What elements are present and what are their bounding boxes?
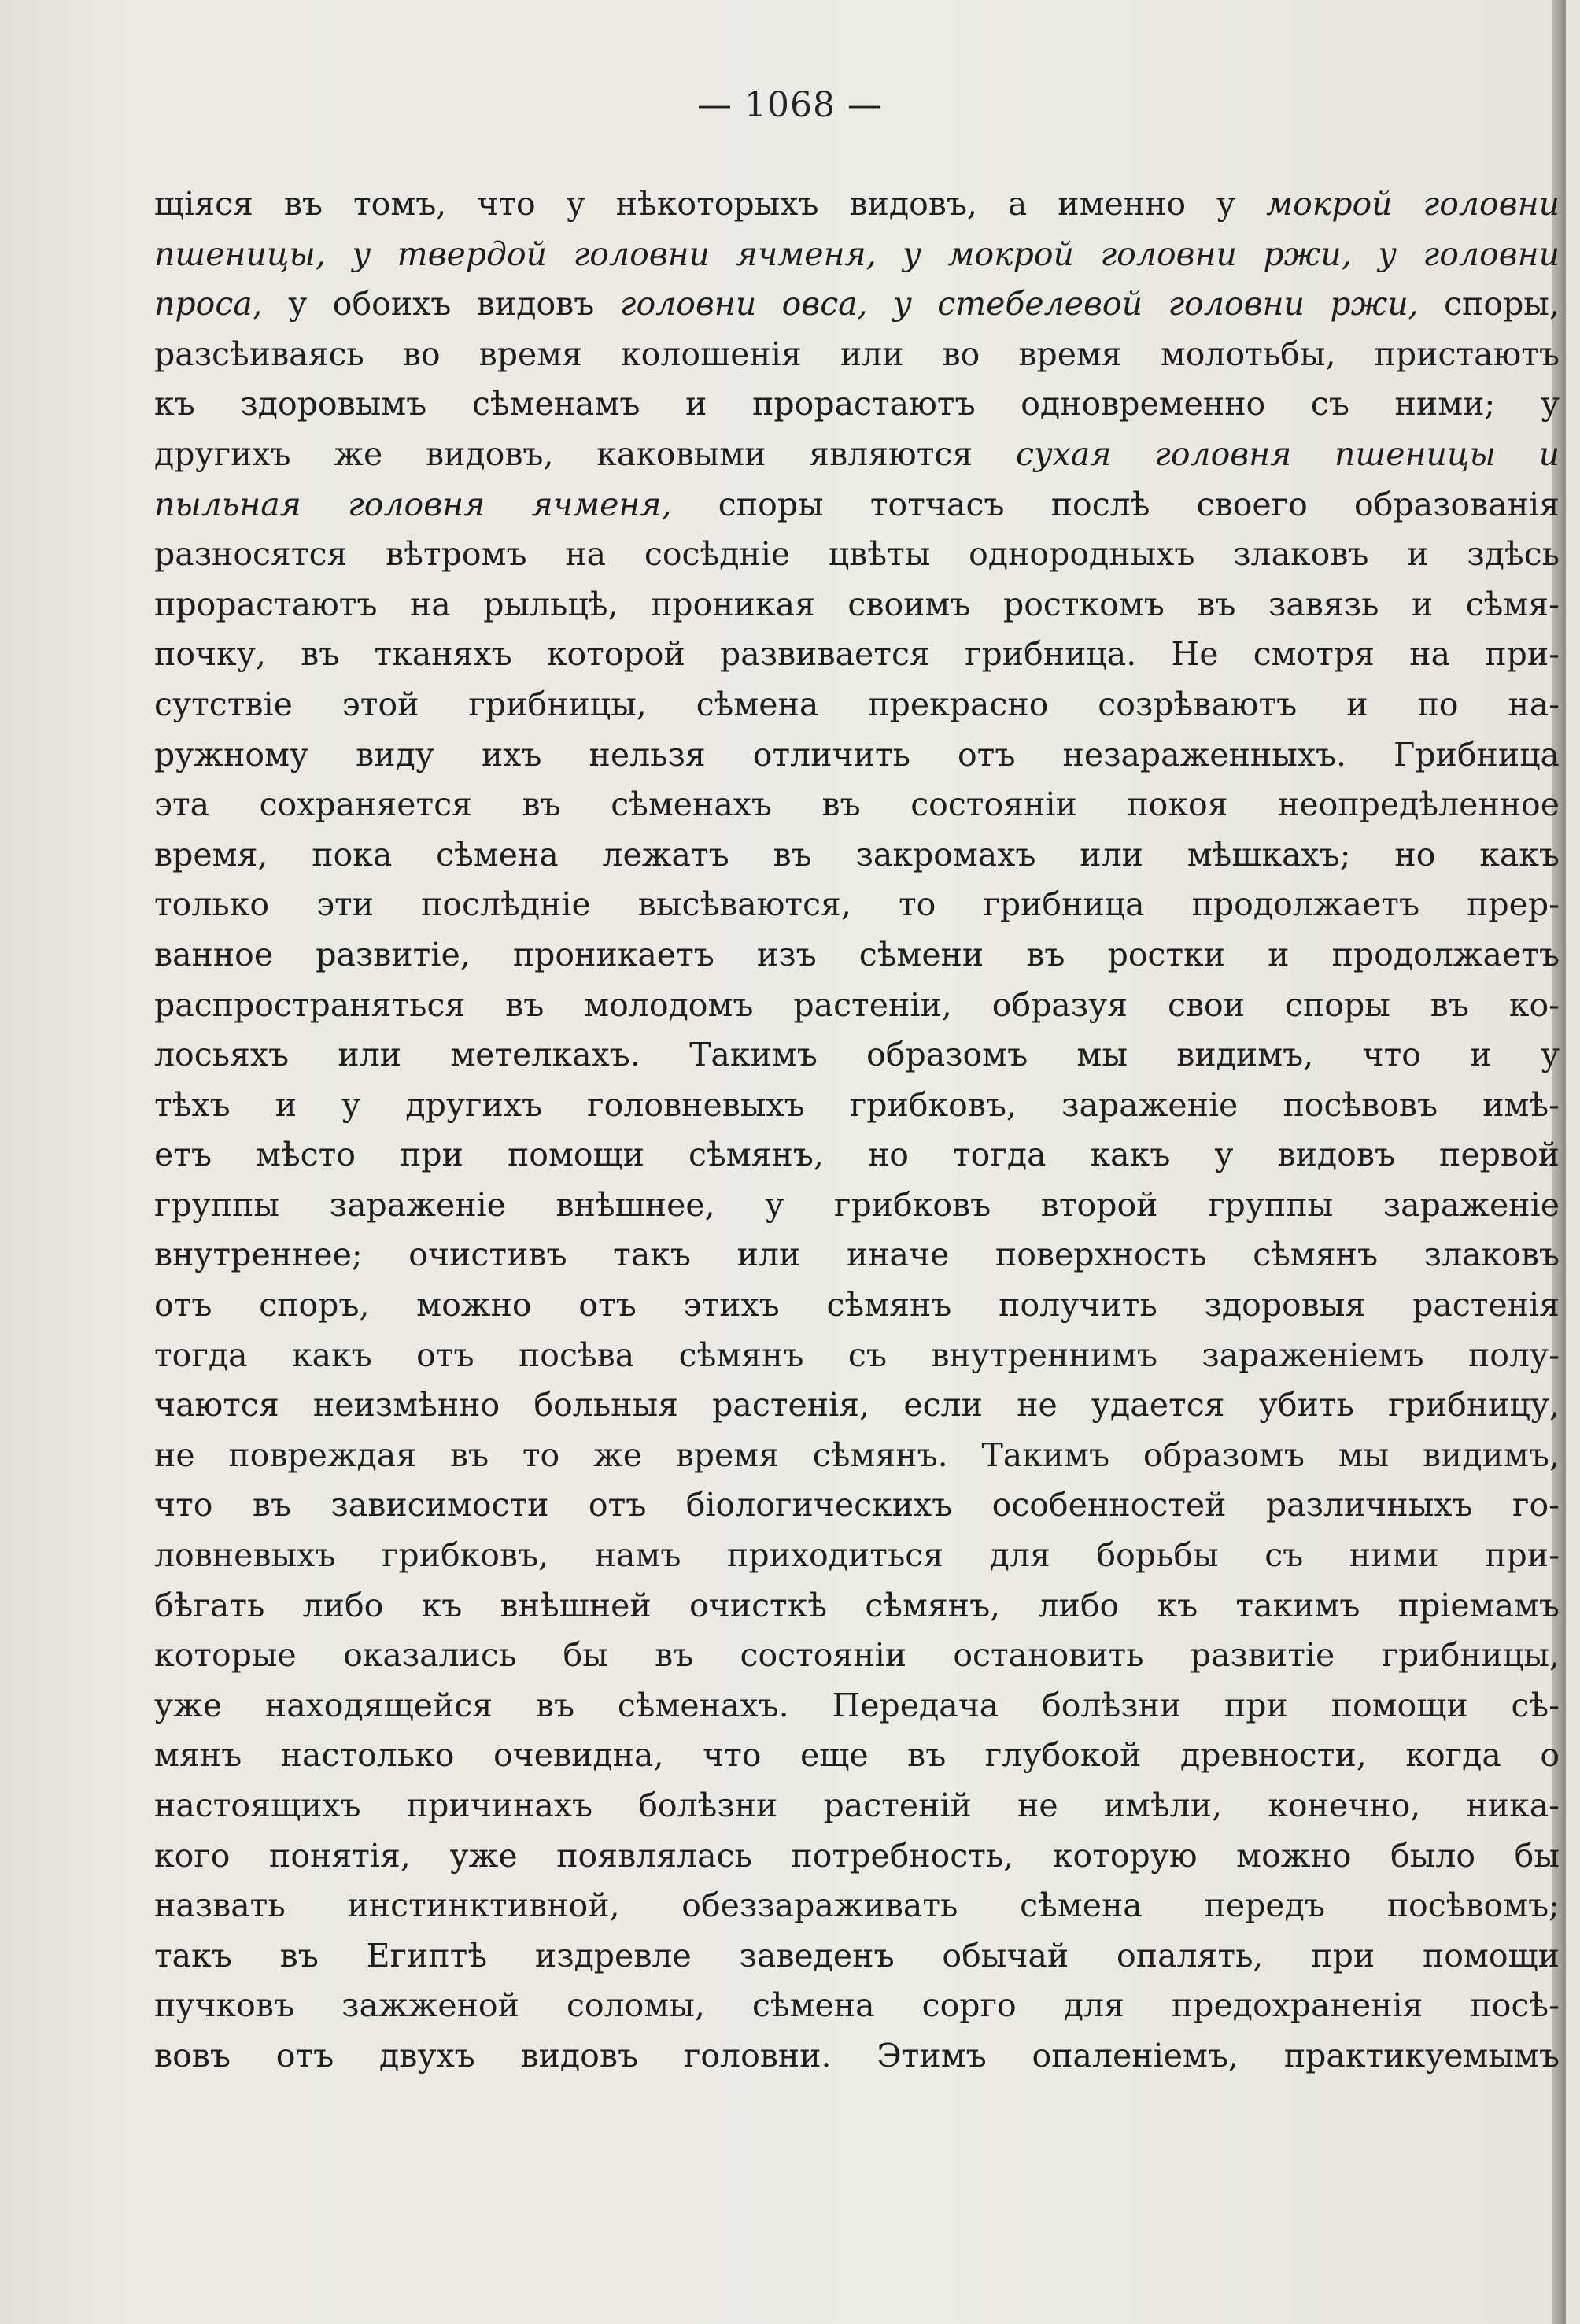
italic-text-segment: головни овса, у стебелевой головни ржи,	[619, 285, 1419, 323]
text-segment: эта сохраняется въ сѣменахъ въ состояніи покоя неопредѣленное	[154, 785, 1560, 824]
text-line	[154, 480, 1560, 530]
text-segment: чаются неизмѣнно больныя растенія, если не удается убить грибницу,	[154, 1386, 1560, 1424]
text-line	[154, 780, 1560, 830]
text-segment: настоящихъ причинахъ болѣзни растеній не имѣли, конечно, ника-	[154, 1786, 1560, 1824]
text-line	[154, 1981, 1560, 2031]
text-line	[154, 880, 1560, 930]
text-line	[154, 1931, 1560, 1982]
text-line	[154, 1781, 1560, 1831]
text-segment: разносятся вѣтромъ на сосѣдніе цвѣты однородныхъ злаковъ и здѣсь	[154, 535, 1560, 574]
text-line	[154, 1631, 1560, 1681]
text-line	[154, 1681, 1560, 1731]
text-segment: тѣхъ и у другихъ головневыхъ грибковъ, зараженіе посѣвовъ имѣ-	[154, 1085, 1560, 1124]
text-line	[154, 1130, 1560, 1180]
text-line	[154, 1581, 1560, 1631]
text-segment: разсѣиваясь во время колошенія или во время молотьбы, пристаютъ	[154, 334, 1560, 373]
text-line	[154, 1431, 1560, 1481]
text-segment: пучковъ зажженой соломы, сѣмена сорго для предохраненія посѣ-	[154, 1986, 1560, 2025]
text-line	[154, 981, 1560, 1031]
text-segment: споры тотчасъ послѣ своего образованія	[671, 485, 1560, 523]
text-segment: тогда какъ отъ посѣва сѣмянъ съ внутреннимъ зараженіемъ полу-	[154, 1336, 1560, 1374]
text-segment: ловневыхъ грибковъ, намъ приходиться для борьбы съ ними при-	[154, 1536, 1560, 1575]
text-segment: ружному виду ихъ нельзя отличить отъ незараженныхъ. Грибница	[154, 735, 1560, 774]
text-line	[154, 1230, 1560, 1280]
italic-text-segment: пшеницы, у твердой головни ячменя, у мокрой головни ржи, у головни	[154, 235, 1560, 273]
text-line	[154, 1531, 1560, 1581]
text-line	[154, 680, 1560, 730]
text-line	[154, 930, 1560, 981]
text-segment: мянъ настолько очевидна, что еще въ глубокой древности, когда о	[154, 1736, 1560, 1775]
text-segment: только эти послѣдніе высѣваются, то грибница продолжаетъ прер-	[154, 885, 1560, 924]
page-number: — 1068 —	[697, 85, 883, 125]
text-line	[154, 230, 1560, 280]
text-segment: другихъ же видовъ, каковыми являются	[154, 434, 1016, 473]
text-segment: ванное развитіе, проникаетъ изъ сѣмени въ ростки и продолжаетъ	[154, 935, 1560, 974]
text-line	[154, 830, 1560, 881]
text-line	[154, 430, 1560, 480]
text-line	[154, 1831, 1560, 1882]
text-line	[154, 1731, 1560, 1781]
italic-text-segment: сухая головня пшеницы и	[1015, 434, 1560, 473]
text-line	[154, 1881, 1560, 1931]
text-line	[154, 1030, 1560, 1081]
text-line	[154, 580, 1560, 630]
text-segment: время, пока сѣмена лежатъ въ закромахъ или мѣшкахъ; но какъ	[154, 835, 1560, 874]
text-segment: уже находящейся въ сѣменахъ. Передача болѣзни при помощи сѣ-	[154, 1686, 1560, 1724]
text-line	[154, 530, 1560, 580]
text-segment: вовъ отъ двухъ видовъ головни. Этимъ опаленіемъ, практикуемымъ	[154, 2036, 1560, 2075]
text-segment: сутствіе этой грибницы, сѣмена прекрасно созрѣваютъ и по на-	[154, 685, 1560, 723]
text-line	[154, 279, 1560, 330]
text-segment: споры,	[1418, 285, 1560, 323]
text-segment: такъ въ Египтѣ издревле заведенъ обычай опалять, при помощи	[154, 1936, 1560, 1975]
text-segment: , у обоихъ видовъ	[252, 285, 620, 323]
text-line	[154, 1380, 1560, 1431]
text-segment: не повреждая въ то же время сѣмянъ. Такимъ образомъ мы видимъ,	[154, 1435, 1560, 1474]
text-line	[154, 630, 1560, 680]
text-line	[154, 1331, 1560, 1381]
text-line	[154, 1280, 1560, 1331]
text-segment: группы зараженіе внѣшнее, у грибковъ второй группы зараженіе	[154, 1185, 1560, 1224]
text-segment: къ здоровымъ сѣменамъ и прорастаютъ одновременно съ ними; у	[154, 385, 1560, 423]
text-segment: лосьяхъ или метелкахъ. Такимъ образомъ мы видимъ, что и у	[154, 1036, 1560, 1074]
text-line	[154, 1480, 1560, 1531]
text-segment: прорастаютъ на рыльцѣ, проникая своимъ росткомъ въ завязь и сѣмя-	[154, 585, 1560, 623]
text-segment: почку, въ тканяхъ которой развивается грибница. Не смотря на при-	[154, 635, 1560, 674]
text-segment: кого понятія, уже появлялась потребность, которую можно было бы	[154, 1836, 1560, 1875]
text-line	[154, 2031, 1560, 2082]
italic-text-segment: проса	[154, 285, 253, 323]
text-line	[154, 179, 1560, 230]
text-line	[154, 330, 1560, 380]
text-line	[154, 1081, 1560, 1131]
text-segment: отъ споръ, можно отъ этихъ сѣмянъ получить здоровыя растенія	[154, 1286, 1560, 1325]
text-segment: внутреннее; очистивъ такъ или иначе поверхность сѣмянъ злаковъ	[154, 1236, 1560, 1274]
text-segment: щіяся въ томъ, что у нѣкоторыхъ видовъ, а именно у	[154, 185, 1267, 223]
text-line	[154, 730, 1560, 781]
text-segment: етъ мѣсто при помощи сѣмянъ, но тогда какъ у видовъ первой	[154, 1136, 1560, 1174]
text-line	[154, 1180, 1560, 1231]
italic-text-segment: мокрой головни	[1266, 185, 1560, 223]
text-segment: которые оказались бы въ состояніи остановить развитіе грибницы,	[154, 1636, 1560, 1675]
body-text	[154, 179, 1560, 2082]
text-segment: бѣгать либо къ внѣшней очисткѣ сѣмянъ, либо къ такимъ пріемамъ	[154, 1586, 1560, 1624]
text-segment: распространяться въ молодомъ растеніи, образуя свои споры въ ко-	[154, 985, 1560, 1024]
text-segment: что въ зависимости отъ біологическихъ особенностей различныхъ го-	[154, 1486, 1560, 1524]
text-segment: назвать инстинктивной, обеззараживать сѣмена передъ посѣвомъ;	[154, 1886, 1560, 1925]
italic-text-segment: пыльная головня ячменя,	[154, 485, 672, 523]
text-line	[154, 379, 1560, 430]
